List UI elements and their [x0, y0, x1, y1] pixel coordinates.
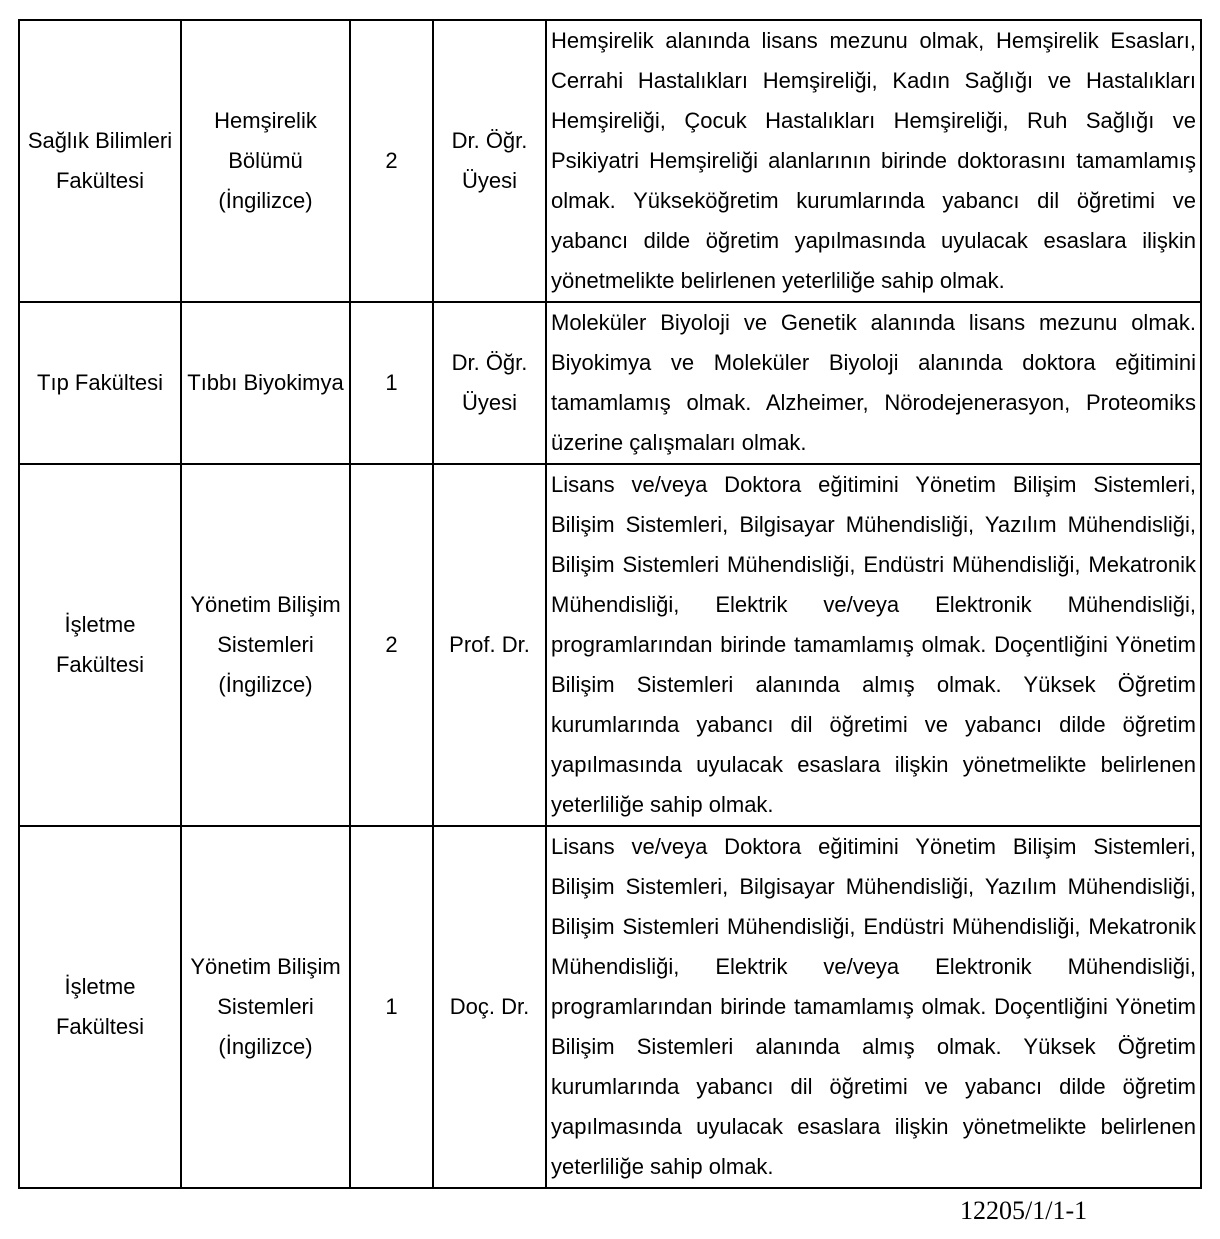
title-text: Prof. Dr. [449, 632, 530, 657]
requirements-text: Lisans ve/veya Doktora eğitimini Yönetim Bilişim Sistemleri, Bilişim Sistemleri, Bilgisayar Mühendisliği, Yazılım Mühendisliği, Bilişim Sistemleri Mühendisliği, Endüstri Mühendisliği, Mekatronik Mühendisliği, Elektrik ve/veya Elektronik Mühendisliği, programlarından birinde tamamlamış olmak. Doçentliğini Yönetim Bilişim Sistemleri alanında almış olmak. Yüksek Öğretim kurumlarında yabancı dil öğretimi ve yabancı dilde öğretim yapılmasında uyulacak esaslara ilişkin yönetmelikte belirlenen yeterliliğe sahip olmak. [551, 834, 1196, 1179]
faculty-cell [19, 302, 181, 464]
title-cell [433, 464, 546, 826]
position-listing-table [18, 19, 1202, 1189]
table-row [19, 302, 1201, 464]
faculty-text: Tıp Fakültesi [37, 370, 163, 395]
requirements-text: Hemşirelik alanında lisans mezunu olmak, Hemşirelik Esasları, Cerrahi Hastalıkları Hemşireliği, Kadın Sağlığı ve Hastalıkları Hemşireliği, Çocuk Hastalıkları Hemşireliği, Ruh Sağlığı ve Psikiyatri Hemşireliği alanlarının birinde doktorasını tamamlamış olmak. Yükseköğretim kurumlarında yabancı dil öğretimi ve yabancı dilde öğretim yapılmasında uyulacak esaslara ilişkin yönetmelikte belirlenen yeterliliğe sahip olmak. [551, 28, 1196, 293]
department-cell [181, 464, 350, 826]
department-text: Yönetim Bilişim Sistemleri (İngilizce) [190, 592, 341, 697]
count-cell [350, 826, 433, 1188]
count-text: 1 [385, 370, 398, 395]
document-code: 12205/1/1-1 [960, 1196, 1088, 1225]
department-text: Yönetim Bilişim Sistemleri (İngilizce) [190, 954, 341, 1059]
faculty-text: Sağlık Bilimleri Fakültesi [27, 128, 173, 193]
title-text: Dr. Öğr. Üyesi [451, 350, 528, 415]
faculty-cell [19, 20, 181, 302]
table-row [19, 20, 1201, 302]
title-cell [433, 826, 546, 1188]
requirements-cell [546, 826, 1201, 1188]
faculty-cell [19, 464, 181, 826]
department-cell [181, 826, 350, 1188]
requirements-cell [546, 464, 1201, 826]
count-text: 1 [385, 994, 398, 1019]
table-row [19, 464, 1201, 826]
title-text: Dr. Öğr. Üyesi [451, 128, 528, 193]
requirements-cell [546, 302, 1201, 464]
department-cell [181, 20, 350, 302]
count-text: 2 [385, 632, 398, 657]
faculty-cell [19, 826, 181, 1188]
department-cell [181, 302, 350, 464]
title-cell [433, 302, 546, 464]
count-cell [350, 464, 433, 826]
requirements-text: Moleküler Biyoloji ve Genetik alanında lisans mezunu olmak. Biyokimya ve Moleküler Biyoloji alanında doktora eğitimini tamamlamış olmak. Alzheimer, Nörodejenerasyon, Proteomiks üzerine çalışmaları olmak. [551, 310, 1196, 455]
faculty-text: İşletme Fakültesi [55, 612, 145, 677]
department-text: Tıbbı Biyokimya [187, 370, 344, 395]
count-cell [350, 20, 433, 302]
title-text: Doç. Dr. [449, 994, 530, 1019]
table-row [19, 826, 1201, 1188]
count-text: 2 [385, 148, 398, 173]
requirements-cell [546, 20, 1201, 302]
requirements-text: Lisans ve/veya Doktora eğitimini Yönetim Bilişim Sistemleri, Bilişim Sistemleri, Bilgisayar Mühendisliği, Yazılım Mühendisliği, Bilişim Sistemleri Mühendisliği, Endüstri Mühendisliği, Mekatronik Mühendisliği, Elektrik ve/veya Elektronik Mühendisliği, programlarından birinde tamamlamış olmak. Doçentliğini Yönetim Bilişim Sistemleri alanında almış olmak. Yüksek Öğretim kurumlarında yabancı dil öğretimi ve yabancı dilde öğretim yapılmasında uyulacak esaslara ilişkin yönetmelikte belirlenen yeterliliğe sahip olmak. [551, 472, 1196, 817]
count-cell [350, 302, 433, 464]
faculty-text: İşletme Fakültesi [55, 974, 145, 1039]
title-cell [433, 20, 546, 302]
department-text: Hemşirelik Bölümü (İngilizce) [214, 108, 317, 213]
